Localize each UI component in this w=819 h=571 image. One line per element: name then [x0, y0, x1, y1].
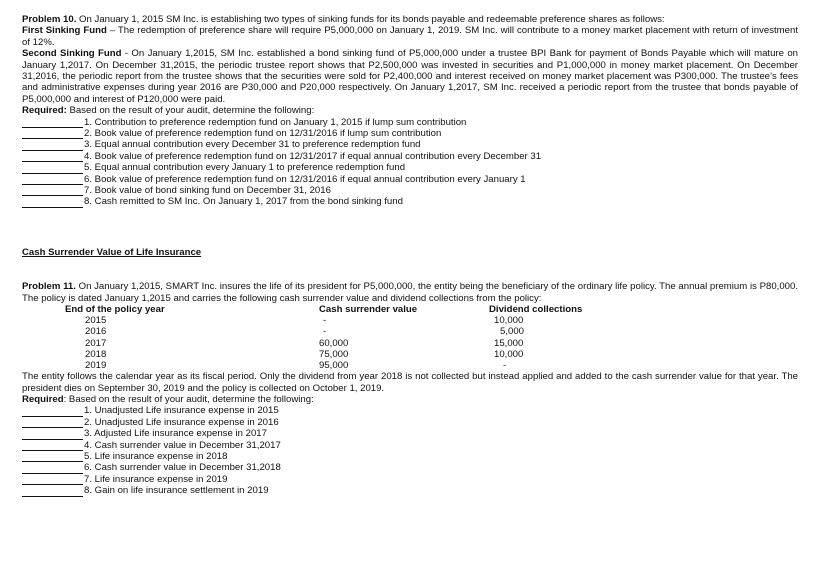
problem11-intro: Problem 11. On January 1,2015, SMART Inc. insures the life of its president for P5,000,000, the entity being the beneficiary of the ordinary life policy. The annual premium is P80,000. The policy is dated January 1,2015 and carries the following cash surrender value and dividend collections from the policy:: [22, 281, 799, 304]
list-item: 6. Cash surrender value in December 31,2018: [22, 462, 798, 473]
problem11-items: [22, 405, 798, 496]
table-row: [22, 315, 609, 326]
answer-blank[interactable]: [22, 475, 83, 485]
problem10-intro: Problem 10. On January 1, 2015 SM Inc. is establishing two types of sinking funds for its bonds payable and redeemable preference shares as follows:: [22, 14, 665, 25]
table-cell: -: [503, 360, 507, 372]
answer-blank[interactable]: [22, 164, 83, 174]
table-row: [22, 349, 609, 360]
answer-blank[interactable]: [22, 430, 83, 440]
table-cell: 2017: [85, 337, 107, 349]
list-item: 3. Equal annual contribution every December 31 to preference redemption fund: [22, 139, 798, 150]
answer-blank[interactable]: [22, 175, 83, 185]
column-header: Dividend collections: [489, 304, 583, 315]
cash-surrender-table: [22, 304, 609, 371]
list-item: 5. Equal annual contribution every January 1 to preference redemption fund: [22, 162, 798, 173]
answer-blank[interactable]: [22, 441, 83, 451]
required-label: Required: [22, 394, 64, 406]
answer-blank[interactable]: [22, 407, 83, 417]
first-sinking-fund-title: First Sinking Fund: [22, 25, 107, 37]
table-row: [22, 338, 609, 349]
list-item: 6. Book value of preference redemption fund on 12/31/2016 if equal annual contribution every January 1: [22, 174, 798, 185]
answer-blank[interactable]: [22, 186, 83, 196]
second-sinking-fund-paragraph: Second Sinking Fund - On January 1,2015, SM Inc. established a bond sinking fund of P5,000,000 under a trustee BPI Bank for payment of Bonds Payable which will mature on January 1,2017. On December 31,2015, the periodic trustee report shows that P2,500,000 was invested in securities and P1,000,000 in money market placement. On December 31,2016, the periodic report from the trustee shows that the securities were sold for P2,400,000 and interest received on money market placement was P300,000. The trustee’s fees and administrative expenses during year 2016 are P30,000 and P20,000 respectively. On January 1,2017, SM Inc. received a periodic report from the trustee that bonds payable of P5,000,000 and interest of P120,000 were paid.: [22, 48, 799, 105]
table-row: [22, 360, 609, 371]
answer-blank[interactable]: [22, 452, 83, 462]
spacer: [22, 258, 798, 281]
table-cell: 2018: [85, 348, 107, 360]
table-cell: 10,000: [494, 348, 524, 360]
list-item: 7. Book value of bond sinking fund on December 31, 2016: [22, 185, 798, 196]
table-cell: 60,000: [319, 337, 349, 349]
table-row: [22, 326, 609, 337]
problem10-title: Problem 10.: [22, 14, 77, 25]
list-item: 2. Book value of preference redemption fund on 12/31/2016 if lump sum contribution: [22, 128, 798, 139]
answer-blank[interactable]: [22, 129, 83, 139]
table-header-row: [22, 304, 609, 315]
spacer: [22, 208, 798, 232]
problem10-required: Required: Based on the result of your audit, determine the following:: [22, 105, 315, 117]
list-item: 1. Contribution to preference redemption fund on January 1, 2015 if lump sum contribution: [22, 117, 798, 128]
answer-blank[interactable]: [22, 152, 83, 162]
table-cell: 95,000: [319, 360, 349, 372]
required-label: Required:: [22, 105, 67, 117]
table-cell: 15,000: [494, 337, 524, 349]
table-cell: 10,000: [494, 315, 524, 327]
second-sinking-fund-title: Second Sinking Fund: [22, 48, 122, 60]
column-header: End of the policy year: [65, 304, 165, 315]
section-heading: Cash Surrender Value of Life Insurance: [22, 246, 202, 258]
table-cell: -: [323, 326, 327, 338]
table-cell: 2015: [85, 315, 107, 327]
list-item: 2. Unadjusted Life insurance expense in 2016: [22, 417, 798, 428]
answer-blank[interactable]: [22, 418, 83, 428]
answer-blank[interactable]: [22, 141, 83, 151]
answer-blank[interactable]: [22, 487, 83, 497]
list-item: 8. Cash remitted to SM Inc. On January 1, 2017 from the bond sinking fund: [22, 196, 798, 207]
table-cell: 75,000: [319, 348, 349, 360]
list-item: 1. Unadjusted Life insurance expense in 2015: [22, 405, 798, 416]
list-item: 5. Life insurance expense in 2018: [22, 451, 798, 462]
list-item: 7. Life insurance expense in 2019: [22, 474, 798, 485]
list-item: 4. Cash surrender value in December 31,2017: [22, 440, 798, 451]
problem11-title: Problem 11.: [22, 281, 76, 293]
table-cell: 5,000: [500, 326, 525, 338]
table-cell: 2016: [85, 326, 107, 338]
list-item: 3. Adjusted Life insurance expense in 2017: [22, 428, 798, 439]
document-page: [22, 14, 798, 497]
answer-blank[interactable]: [22, 118, 83, 128]
answer-blank[interactable]: [22, 198, 83, 208]
list-item: 8. Gain on life insurance settlement in 2019: [22, 485, 798, 496]
table-cell: -: [323, 315, 327, 327]
table-cell: 2019: [85, 360, 107, 372]
problem11-after-table: The entity follows the calendar year as its fiscal period. Only the dividend from year 2018 is not collected but instead applied and added to the cash surrender value for that year. The president dies on September 30, 2019 and the policy is collected on October 1, 2019.: [22, 371, 798, 394]
first-sinking-fund-paragraph: First Sinking Fund – The redemption of preference share will require P5,000,000 on January 1, 2019. SM Inc. will contribute to a money market placement with return of investment of 12%.: [22, 25, 798, 48]
answer-blank[interactable]: [22, 464, 83, 474]
column-header: Cash surrender value: [319, 304, 418, 315]
problem10-items: [22, 117, 798, 208]
problem11-required: Required: Based on the result of your audit, determine the following:: [22, 394, 314, 406]
list-item: 4. Book value of preference redemption fund on 12/31/2017 if equal annual contribution every December 31: [22, 151, 798, 162]
